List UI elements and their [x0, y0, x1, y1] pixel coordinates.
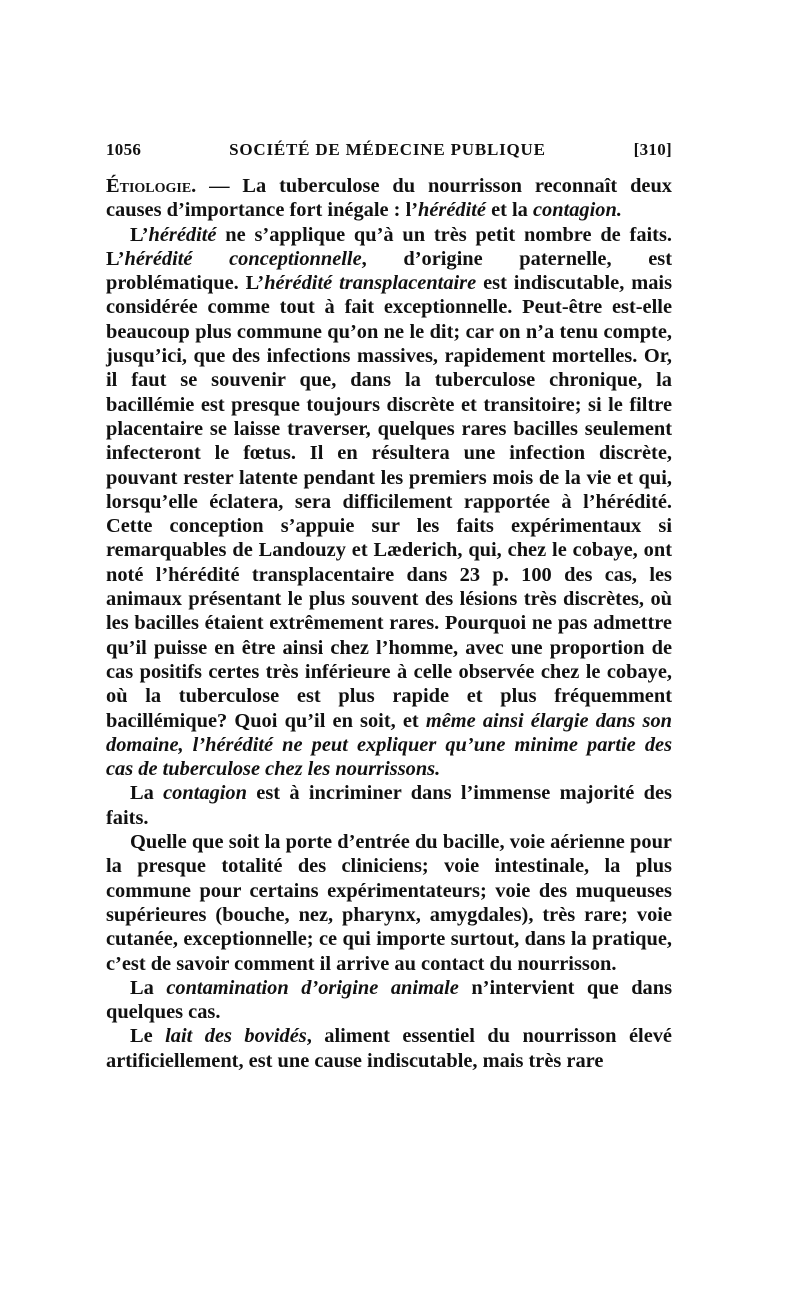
section-number: [310]: [633, 140, 672, 159]
italic-text: hérédité: [148, 223, 217, 246]
text-run: La: [130, 782, 164, 805]
text-run: ne s’applique qu’à un très petit nombre de faits. L’: [106, 223, 672, 270]
text-run: La: [130, 976, 167, 999]
running-header: [106, 140, 672, 160]
text-run: est indiscutable, mais considérée comme tout à fait exceptionnelle. Peut-être est-elle beaucoup plus commune qu’on ne le dit; car on n’a tenu compte, jusqu’ici, que des infections massives, rapidement mortelles. Or, il faut se souvenir que, dans la tuberculose chronique, la bacillémie est presque toujours discrète et transitoire; si le filtre placentaire se laisse traverser, quelques rares bacilles seulement infecteront le fœtus. Il en résultera une infection discrète, pouvant rester latente pendant les premiers mois de la vie et qui, lorsqu’elle éclatera, sera difficilement rapportée à l’hérédité. Cette conception s’appuie sur les faits expérimentaux si remarquables de Landouzy et Læderich, qui, chez le cobaye, ont noté l’hérédité transplacentaire dans 23 p. 100 des cas, les animaux présentant le plus souvent des lésions très discrètes, où les bacilles étaient extrêmement rares. Pourquoi ne pas admettre qu’il puisse en être ainsi chez l’homme, avec une proportion de cas positifs certes très inférieure à celle observée chez le cobaye, où la tuberculose est plus rapide et plus fréquemment bacillémique? Quoi qu’il en soit, et: [106, 272, 673, 732]
text-run: — La tuberculose du nourrisson reconnaît deux causes d’importance fort inégale : l’: [106, 175, 672, 222]
body-text: [106, 174, 672, 1073]
italic-text: contamination d’origine animale: [166, 976, 459, 999]
paragraph: [106, 781, 672, 830]
page-number: 1056: [106, 140, 142, 159]
italic-text: contagion: [163, 782, 247, 805]
text-run: L’: [130, 223, 149, 246]
text-run: Quelle que soit la porte d’entrée du bacille, voie aérienne pour la presque totalité des cliniciens; voie intestinale, la plus commune pour certains expérimentateurs; voie des muqueuses supérieures (bouche, nez, pharynx, amygdales), très rare; voie cutanée, exceptionnelle; ce qui importe surtout, dans la pratique, c’est de savoir comment il arrive au contact du nourrisson.: [106, 831, 672, 975]
text-run: et la: [485, 199, 533, 222]
italic-text: contagion.: [532, 199, 622, 222]
paragraph: [106, 830, 672, 976]
text-run: , aliment essentiel du nourrisson élevé artificiellement, est une cause indiscutable, mais très rare: [106, 1025, 672, 1072]
text-run: n’intervient que dans quelques cas.: [106, 976, 673, 1024]
document-page: [106, 140, 672, 1073]
section-heading: Étiologie.: [106, 175, 197, 197]
text-run: Le: [130, 1025, 166, 1048]
text-run: est à incriminer dans l’immense majorité des faits.: [106, 782, 672, 829]
italic-text: lait des bovidés: [165, 1025, 307, 1048]
italic-text: hérédité transplacentaire: [264, 272, 477, 295]
italic-text: hérédité conceptionnelle: [124, 247, 362, 270]
text-run: , d’origine paternelle, est problématique. L’: [106, 247, 672, 295]
paragraph: [106, 174, 672, 223]
italic-text: même ainsi élargie dans son domaine, l’hérédité ne peut expliquer qu’une minime partie des cas de tuberculose chez les nourrissons.: [106, 709, 672, 781]
running-title: SOCIÉTÉ DE MÉDECINE PUBLIQUE: [229, 140, 546, 159]
paragraph: [106, 976, 672, 1025]
paragraph: [106, 223, 672, 782]
italic-text: hérédité: [418, 199, 486, 222]
paragraph: [106, 1024, 672, 1073]
